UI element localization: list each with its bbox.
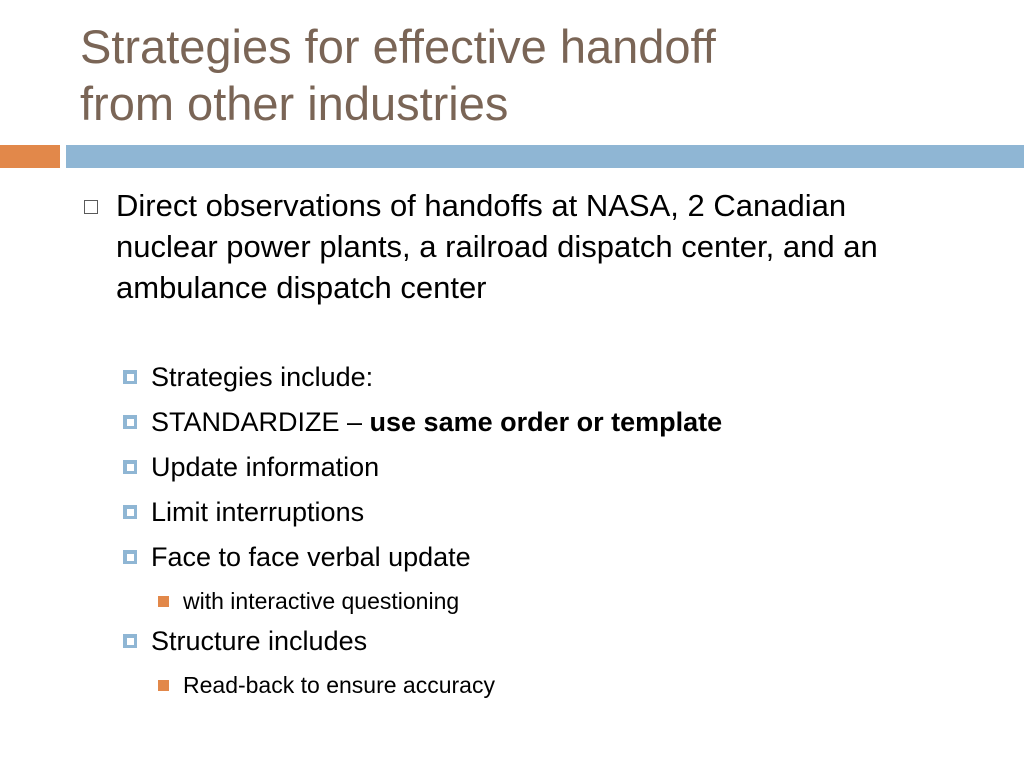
slide-title-line1: Strategies for effective handoff <box>80 20 716 73</box>
standardize-prefix: STANDARDIZE – <box>151 407 370 437</box>
blue-square-bullet-icon <box>123 460 137 474</box>
sub-bullet-limit-interruptions: Limit interruptions <box>151 497 365 527</box>
bullet-direct-observations: Direct observations of handoffs at NASA, 2 Canadian nuclear power plants, a railroad dispatch center, and an ambulance dispatch center <box>116 188 878 305</box>
orange-square-bullet-icon <box>158 680 169 691</box>
sub-bullet-update-information: Update information <box>151 452 380 482</box>
blue-square-bullet-icon <box>123 505 137 519</box>
sub-bullet-standardize <box>151 406 722 438</box>
blue-square-bullet-icon <box>123 634 137 648</box>
blue-square-bullet-icon <box>123 370 137 384</box>
sub-bullet-structure-includes: Structure includes <box>151 626 368 656</box>
sub-sub-bullet-interactive-questioning: with interactive questioning <box>183 588 460 614</box>
slide-title-line2: from other industries <box>80 77 509 130</box>
blue-square-bullet-icon <box>123 550 137 564</box>
standardize-emphasis: use same order or template <box>369 407 723 437</box>
blue-square-bullet-icon <box>123 415 137 429</box>
sub-bullet-face-to-face: Face to face verbal update <box>151 542 471 572</box>
orange-square-bullet-icon <box>158 596 169 607</box>
sub-bullet-strategies-include: Strategies include: <box>151 362 374 392</box>
hollow-square-icon <box>84 200 98 214</box>
sub-sub-bullet-read-back: Read-back to ensure accuracy <box>183 672 495 698</box>
